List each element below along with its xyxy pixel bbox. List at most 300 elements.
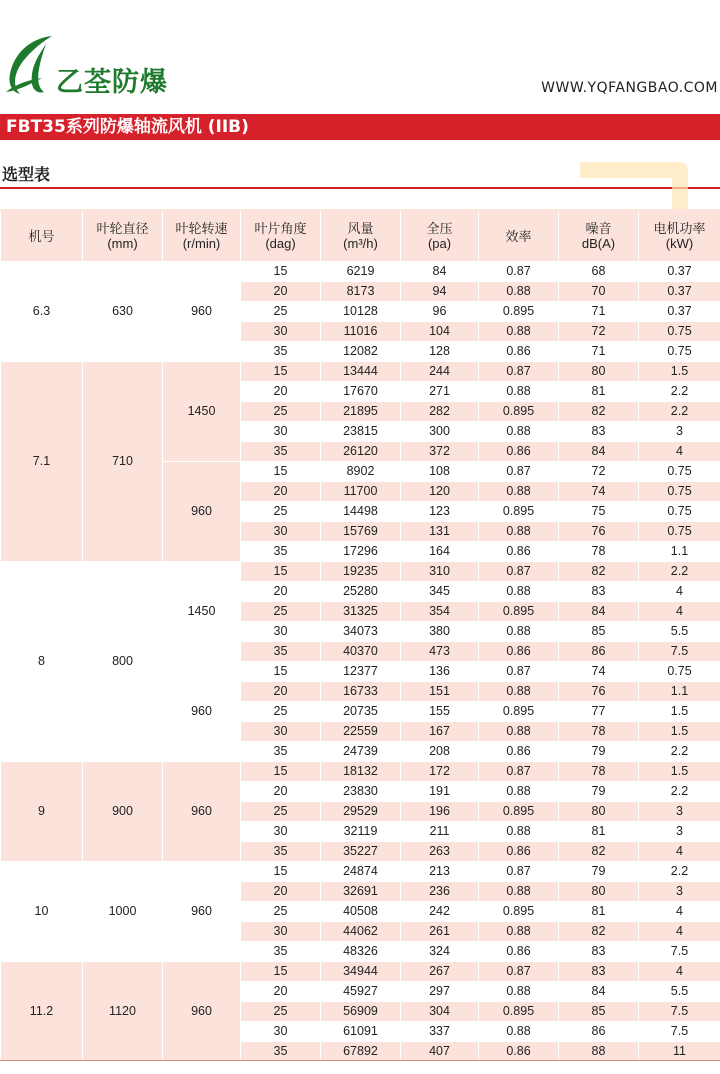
diameter-cell: 800 xyxy=(83,562,163,762)
noise-cell: 74 xyxy=(559,482,639,502)
efficiency-cell: 0.86 xyxy=(479,742,559,762)
motor-power-cell: 4 xyxy=(639,582,720,602)
efficiency-cell: 0.86 xyxy=(479,642,559,662)
column-header-unit: (r/min) xyxy=(182,236,221,251)
pressure-cell: 304 xyxy=(401,1002,479,1022)
efficiency-cell: 0.87 xyxy=(479,462,559,482)
leaf-logo-icon xyxy=(2,34,60,96)
blade-angle-cell: 35 xyxy=(241,942,321,962)
speed-cell: 960 xyxy=(163,662,241,762)
blade-angle-cell: 30 xyxy=(241,422,321,442)
blade-angle-cell: 30 xyxy=(241,1022,321,1042)
efficiency-cell: 0.88 xyxy=(479,422,559,442)
model-cell: 9 xyxy=(1,762,83,862)
speed-cell: 1450 xyxy=(163,362,241,462)
pressure-cell: 196 xyxy=(401,802,479,822)
motor-power-cell: 3 xyxy=(639,882,720,902)
airflow-cell: 56909 xyxy=(321,1002,401,1022)
column-header xyxy=(241,210,321,262)
blade-angle-cell: 20 xyxy=(241,782,321,802)
motor-power-cell: 4 xyxy=(639,602,720,622)
motor-power-cell: 11 xyxy=(639,1042,720,1062)
blade-angle-cell: 25 xyxy=(241,602,321,622)
motor-power-cell: 0.37 xyxy=(639,302,720,322)
column-header-unit: (mm) xyxy=(107,236,138,251)
motor-power-cell: 3 xyxy=(639,822,720,842)
airflow-cell: 16733 xyxy=(321,682,401,702)
blade-angle-cell: 30 xyxy=(241,622,321,642)
motor-power-cell: 0.75 xyxy=(639,462,720,482)
airflow-cell: 40370 xyxy=(321,642,401,662)
efficiency-cell: 0.895 xyxy=(479,602,559,622)
noise-cell: 79 xyxy=(559,742,639,762)
blade-angle-cell: 15 xyxy=(241,962,321,982)
efficiency-cell: 0.88 xyxy=(479,382,559,402)
noise-cell: 81 xyxy=(559,902,639,922)
efficiency-cell: 0.87 xyxy=(479,862,559,882)
pressure-cell: 213 xyxy=(401,862,479,882)
column-header-label: 机号 xyxy=(28,228,55,244)
speed-cell: 960 xyxy=(163,262,241,362)
pressure-cell: 151 xyxy=(401,682,479,702)
pressure-cell: 310 xyxy=(401,562,479,582)
noise-cell: 79 xyxy=(559,862,639,882)
efficiency-cell: 0.895 xyxy=(479,1002,559,1022)
pressure-cell: 120 xyxy=(401,482,479,502)
pressure-cell: 211 xyxy=(401,822,479,842)
noise-cell: 79 xyxy=(559,782,639,802)
column-header-label: 噪音 xyxy=(585,221,612,236)
blade-angle-cell: 30 xyxy=(241,522,321,542)
blade-angle-cell: 20 xyxy=(241,482,321,502)
pressure-cell: 123 xyxy=(401,502,479,522)
motor-power-cell: 0.75 xyxy=(639,322,720,342)
diameter-cell: 710 xyxy=(83,362,163,562)
airflow-cell: 18132 xyxy=(321,762,401,782)
blade-angle-cell: 15 xyxy=(241,862,321,882)
efficiency-cell: 0.88 xyxy=(479,482,559,502)
noise-cell: 88 xyxy=(559,1042,639,1062)
efficiency-cell: 0.895 xyxy=(479,902,559,922)
pressure-cell: 297 xyxy=(401,982,479,1002)
website-url: WWW.YQFANGBAO.COM xyxy=(541,80,718,96)
pressure-cell: 354 xyxy=(401,602,479,622)
blade-angle-cell: 15 xyxy=(241,562,321,582)
airflow-cell: 48326 xyxy=(321,942,401,962)
pressure-cell: 236 xyxy=(401,882,479,902)
efficiency-cell: 0.87 xyxy=(479,562,559,582)
section-heading: 选型表 xyxy=(2,165,51,184)
blade-angle-cell: 15 xyxy=(241,662,321,682)
pressure-cell: 244 xyxy=(401,362,479,382)
airflow-cell: 6219 xyxy=(321,262,401,282)
blade-angle-cell: 15 xyxy=(241,462,321,482)
column-header-label: 叶轮直径 xyxy=(96,221,149,236)
noise-cell: 80 xyxy=(559,362,639,382)
model-cell: 8 xyxy=(1,562,83,762)
efficiency-cell: 0.86 xyxy=(479,542,559,562)
pressure-cell: 164 xyxy=(401,542,479,562)
table-bottom-rule xyxy=(0,1060,720,1061)
noise-cell: 82 xyxy=(559,842,639,862)
airflow-cell: 26120 xyxy=(321,442,401,462)
pressure-cell: 208 xyxy=(401,742,479,762)
efficiency-cell: 0.88 xyxy=(479,982,559,1002)
blade-angle-cell: 30 xyxy=(241,922,321,942)
noise-cell: 84 xyxy=(559,602,639,622)
noise-cell: 70 xyxy=(559,282,639,302)
noise-cell: 74 xyxy=(559,662,639,682)
noise-cell: 71 xyxy=(559,302,639,322)
pressure-cell: 242 xyxy=(401,902,479,922)
noise-cell: 76 xyxy=(559,522,639,542)
motor-power-cell: 4 xyxy=(639,842,720,862)
motor-power-cell: 0.75 xyxy=(639,482,720,502)
model-cell: 10 xyxy=(1,862,83,962)
efficiency-cell: 0.88 xyxy=(479,682,559,702)
column-header xyxy=(401,210,479,262)
noise-cell: 81 xyxy=(559,822,639,842)
airflow-cell: 12377 xyxy=(321,662,401,682)
efficiency-cell: 0.87 xyxy=(479,962,559,982)
pressure-cell: 84 xyxy=(401,262,479,282)
noise-cell: 83 xyxy=(559,962,639,982)
motor-power-cell: 4 xyxy=(639,902,720,922)
efficiency-cell: 0.88 xyxy=(479,1022,559,1042)
blade-angle-cell: 25 xyxy=(241,302,321,322)
efficiency-cell: 0.88 xyxy=(479,522,559,542)
noise-cell: 86 xyxy=(559,1022,639,1042)
motor-power-cell: 7.5 xyxy=(639,642,720,662)
column-header xyxy=(83,210,163,262)
airflow-cell: 25280 xyxy=(321,582,401,602)
pressure-cell: 155 xyxy=(401,702,479,722)
motor-power-cell: 3 xyxy=(639,802,720,822)
column-header-label: 叶片角度 xyxy=(254,221,307,236)
airflow-cell: 23830 xyxy=(321,782,401,802)
column-header xyxy=(163,210,241,262)
noise-cell: 77 xyxy=(559,702,639,722)
blade-angle-cell: 20 xyxy=(241,982,321,1002)
pressure-cell: 94 xyxy=(401,282,479,302)
blade-angle-cell: 15 xyxy=(241,762,321,782)
airflow-cell: 34944 xyxy=(321,962,401,982)
airflow-cell: 19235 xyxy=(321,562,401,582)
airflow-cell: 8173 xyxy=(321,282,401,302)
noise-cell: 71 xyxy=(559,342,639,362)
efficiency-cell: 0.88 xyxy=(479,782,559,802)
blade-angle-cell: 25 xyxy=(241,902,321,922)
efficiency-cell: 0.88 xyxy=(479,282,559,302)
noise-cell: 85 xyxy=(559,1002,639,1022)
pressure-cell: 172 xyxy=(401,762,479,782)
airflow-cell: 44062 xyxy=(321,922,401,942)
airflow-cell: 32691 xyxy=(321,882,401,902)
table-row xyxy=(1,562,720,582)
efficiency-cell: 0.895 xyxy=(479,702,559,722)
efficiency-cell: 0.88 xyxy=(479,922,559,942)
efficiency-cell: 0.895 xyxy=(479,402,559,422)
motor-power-cell: 0.75 xyxy=(639,662,720,682)
noise-cell: 72 xyxy=(559,322,639,342)
noise-cell: 86 xyxy=(559,642,639,662)
noise-cell: 82 xyxy=(559,922,639,942)
motor-power-cell: 4 xyxy=(639,962,720,982)
column-header-unit: (dag) xyxy=(265,236,296,251)
airflow-cell: 45927 xyxy=(321,982,401,1002)
pressure-cell: 380 xyxy=(401,622,479,642)
airflow-cell: 23815 xyxy=(321,422,401,442)
column-header xyxy=(1,210,83,262)
airflow-cell: 11700 xyxy=(321,482,401,502)
model-cell: 11.2 xyxy=(1,962,83,1062)
blade-angle-cell: 35 xyxy=(241,642,321,662)
airflow-cell: 13444 xyxy=(321,362,401,382)
noise-cell: 84 xyxy=(559,442,639,462)
pressure-cell: 191 xyxy=(401,782,479,802)
noise-cell: 76 xyxy=(559,682,639,702)
airflow-cell: 29529 xyxy=(321,802,401,822)
airflow-cell: 20735 xyxy=(321,702,401,722)
pressure-cell: 271 xyxy=(401,382,479,402)
blade-angle-cell: 15 xyxy=(241,262,321,282)
blade-angle-cell: 35 xyxy=(241,342,321,362)
efficiency-cell: 0.86 xyxy=(479,842,559,862)
blade-angle-cell: 25 xyxy=(241,802,321,822)
column-header xyxy=(321,210,401,262)
column-header-unit: (m³/h) xyxy=(343,236,378,251)
speed-cell: 960 xyxy=(163,462,241,562)
pressure-cell: 267 xyxy=(401,962,479,982)
motor-power-cell: 3 xyxy=(639,422,720,442)
noise-cell: 72 xyxy=(559,462,639,482)
column-header-label: 风量 xyxy=(347,221,374,236)
efficiency-cell: 0.86 xyxy=(479,942,559,962)
blade-angle-cell: 20 xyxy=(241,282,321,302)
model-cell: 7.1 xyxy=(1,362,83,562)
motor-power-cell: 5.5 xyxy=(639,982,720,1002)
motor-power-cell: 2.2 xyxy=(639,562,720,582)
efficiency-cell: 0.895 xyxy=(479,502,559,522)
blade-angle-cell: 25 xyxy=(241,1002,321,1022)
blade-angle-cell: 25 xyxy=(241,402,321,422)
pressure-cell: 96 xyxy=(401,302,479,322)
column-header-unit: (pa) xyxy=(427,236,452,251)
airflow-cell: 17670 xyxy=(321,382,401,402)
airflow-cell: 24739 xyxy=(321,742,401,762)
pressure-cell: 473 xyxy=(401,642,479,662)
airflow-cell: 24874 xyxy=(321,862,401,882)
pressure-cell: 324 xyxy=(401,942,479,962)
motor-power-cell: 1.5 xyxy=(639,722,720,742)
pressure-cell: 372 xyxy=(401,442,479,462)
pressure-cell: 104 xyxy=(401,322,479,342)
column-header-label: 全压 xyxy=(426,221,453,236)
motor-power-cell: 2.2 xyxy=(639,862,720,882)
noise-cell: 75 xyxy=(559,502,639,522)
pressure-cell: 167 xyxy=(401,722,479,742)
airflow-cell: 34073 xyxy=(321,622,401,642)
efficiency-cell: 0.895 xyxy=(479,302,559,322)
motor-power-cell: 1.5 xyxy=(639,762,720,782)
efficiency-cell: 0.88 xyxy=(479,582,559,602)
airflow-cell: 31325 xyxy=(321,602,401,622)
column-header-unit: dB(A) xyxy=(581,236,616,251)
speed-cell: 1450 xyxy=(163,562,241,662)
table-row xyxy=(1,862,720,882)
blade-angle-cell: 20 xyxy=(241,682,321,702)
motor-power-cell: 5.5 xyxy=(639,622,720,642)
blade-angle-cell: 35 xyxy=(241,1042,321,1062)
selection-table xyxy=(0,209,720,1062)
airflow-cell: 67892 xyxy=(321,1042,401,1062)
motor-power-cell: 2.2 xyxy=(639,742,720,762)
noise-cell: 81 xyxy=(559,382,639,402)
table-row xyxy=(1,962,720,982)
pressure-cell: 136 xyxy=(401,662,479,682)
blade-angle-cell: 25 xyxy=(241,702,321,722)
column-header xyxy=(559,210,639,262)
airflow-cell: 12082 xyxy=(321,342,401,362)
pressure-cell: 345 xyxy=(401,582,479,602)
table-body xyxy=(1,262,720,1062)
airflow-cell: 35227 xyxy=(321,842,401,862)
airflow-cell: 8902 xyxy=(321,462,401,482)
speed-cell: 960 xyxy=(163,962,241,1062)
blade-angle-cell: 30 xyxy=(241,722,321,742)
motor-power-cell: 0.75 xyxy=(639,502,720,522)
motor-power-cell: 0.75 xyxy=(639,522,720,542)
noise-cell: 80 xyxy=(559,802,639,822)
table-row xyxy=(1,762,720,782)
efficiency-cell: 0.88 xyxy=(479,722,559,742)
efficiency-cell: 0.87 xyxy=(479,762,559,782)
motor-power-cell: 1.5 xyxy=(639,702,720,722)
airflow-cell: 17296 xyxy=(321,542,401,562)
blade-angle-cell: 35 xyxy=(241,742,321,762)
efficiency-cell: 0.87 xyxy=(479,262,559,282)
blade-angle-cell: 20 xyxy=(241,582,321,602)
page-header xyxy=(0,0,720,110)
section-divider xyxy=(0,187,720,189)
motor-power-cell: 2.2 xyxy=(639,382,720,402)
noise-cell: 85 xyxy=(559,622,639,642)
efficiency-cell: 0.86 xyxy=(479,342,559,362)
noise-cell: 82 xyxy=(559,402,639,422)
motor-power-cell: 4 xyxy=(639,442,720,462)
airflow-cell: 61091 xyxy=(321,1022,401,1042)
efficiency-cell: 0.895 xyxy=(479,802,559,822)
efficiency-cell: 0.88 xyxy=(479,322,559,342)
blade-angle-cell: 30 xyxy=(241,322,321,342)
airflow-cell: 21895 xyxy=(321,402,401,422)
speed-cell: 960 xyxy=(163,862,241,962)
table-header-row xyxy=(1,210,720,262)
noise-cell: 80 xyxy=(559,882,639,902)
column-header xyxy=(639,210,720,262)
blade-angle-cell: 35 xyxy=(241,442,321,462)
motor-power-cell: 1.1 xyxy=(639,542,720,562)
efficiency-cell: 0.86 xyxy=(479,1042,559,1062)
diameter-cell: 1000 xyxy=(83,862,163,962)
noise-cell: 78 xyxy=(559,722,639,742)
airflow-cell: 22559 xyxy=(321,722,401,742)
efficiency-cell: 0.88 xyxy=(479,622,559,642)
blade-angle-cell: 35 xyxy=(241,542,321,562)
motor-power-cell: 4 xyxy=(639,922,720,942)
motor-power-cell: 1.5 xyxy=(639,362,720,382)
brand-name: 乙荃防爆 xyxy=(56,67,168,98)
noise-cell: 82 xyxy=(559,562,639,582)
pressure-cell: 108 xyxy=(401,462,479,482)
motor-power-cell: 2.2 xyxy=(639,782,720,802)
efficiency-cell: 0.87 xyxy=(479,362,559,382)
motor-power-cell: 7.5 xyxy=(639,1002,720,1022)
column-header-label: 电机功率 xyxy=(653,221,706,236)
airflow-cell: 15769 xyxy=(321,522,401,542)
product-title-bar: FBT35系列防爆轴流风机 (IIB) xyxy=(0,114,720,140)
motor-power-cell: 2.2 xyxy=(639,402,720,422)
model-cell: 6.3 xyxy=(1,262,83,362)
noise-cell: 78 xyxy=(559,762,639,782)
pressure-cell: 337 xyxy=(401,1022,479,1042)
column-header-unit: (kW) xyxy=(665,236,694,251)
efficiency-cell: 0.88 xyxy=(479,822,559,842)
airflow-cell: 40508 xyxy=(321,902,401,922)
motor-power-cell: 0.37 xyxy=(639,282,720,302)
motor-power-cell: 0.75 xyxy=(639,342,720,362)
airflow-cell: 14498 xyxy=(321,502,401,522)
motor-power-cell: 0.37 xyxy=(639,262,720,282)
efficiency-cell: 0.87 xyxy=(479,662,559,682)
motor-power-cell: 1.1 xyxy=(639,682,720,702)
table-row xyxy=(1,262,720,282)
blade-angle-cell: 20 xyxy=(241,882,321,902)
blade-angle-cell: 20 xyxy=(241,382,321,402)
pressure-cell: 407 xyxy=(401,1042,479,1062)
column-header xyxy=(479,210,559,262)
blade-angle-cell: 30 xyxy=(241,822,321,842)
blade-angle-cell: 35 xyxy=(241,842,321,862)
pressure-cell: 131 xyxy=(401,522,479,542)
diameter-cell: 900 xyxy=(83,762,163,862)
blade-angle-cell: 25 xyxy=(241,502,321,522)
pressure-cell: 282 xyxy=(401,402,479,422)
motor-power-cell: 7.5 xyxy=(639,1022,720,1042)
noise-cell: 68 xyxy=(559,262,639,282)
column-header-label: 叶轮转速 xyxy=(175,221,228,236)
diameter-cell: 1120 xyxy=(83,962,163,1062)
noise-cell: 84 xyxy=(559,982,639,1002)
noise-cell: 83 xyxy=(559,582,639,602)
blade-angle-cell: 15 xyxy=(241,362,321,382)
airflow-cell: 11016 xyxy=(321,322,401,342)
table-row xyxy=(1,362,720,382)
pressure-cell: 128 xyxy=(401,342,479,362)
diameter-cell: 630 xyxy=(83,262,163,362)
noise-cell: 83 xyxy=(559,942,639,962)
pressure-cell: 263 xyxy=(401,842,479,862)
speed-cell: 960 xyxy=(163,762,241,862)
column-header-label: 效率 xyxy=(505,228,532,244)
airflow-cell: 10128 xyxy=(321,302,401,322)
pressure-cell: 261 xyxy=(401,922,479,942)
efficiency-cell: 0.88 xyxy=(479,882,559,902)
noise-cell: 78 xyxy=(559,542,639,562)
efficiency-cell: 0.86 xyxy=(479,442,559,462)
pressure-cell: 300 xyxy=(401,422,479,442)
airflow-cell: 32119 xyxy=(321,822,401,842)
